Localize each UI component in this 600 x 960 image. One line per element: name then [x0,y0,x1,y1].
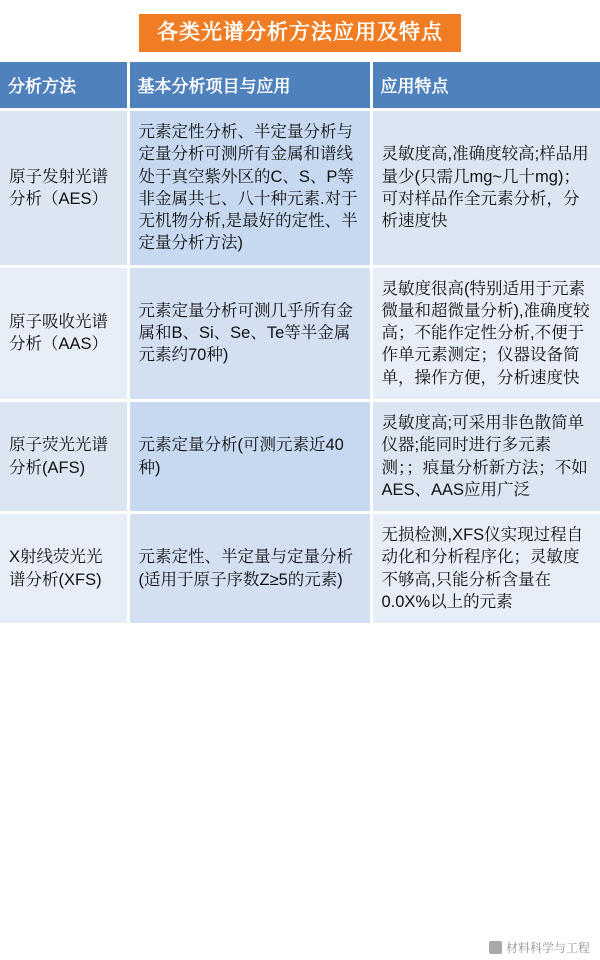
column-header-method: 分析方法 [0,62,128,110]
cell-method: 原子吸收光谱分析（AAS） [0,266,128,400]
column-header-items: 基本分析项目与应用 [128,62,371,110]
wechat-logo-icon [489,941,502,954]
cell-method: 原子发射光谱分析（AES） [0,110,128,267]
cell-items: 元素定性分析、半定量分析与定量分析可测所有金属和谱线处于真空紫外区的C、S、P等非金属共七、八十种元素.对于无机物分析,是最好的定性、半定量分析方法) [128,110,371,267]
cell-items: 元素定量分析可测几乎所有金属和B、Si、Se、Te等半金属元素约70种) [128,266,371,400]
table-row [0,266,600,400]
cell-items: 元素定量分析(可测元素近40种) [128,401,371,513]
cell-features: 灵敏度高,准确度较高;样品用量少(只需几mg~几十mg)；可对样品作全元素分析，分析速度快 [371,110,600,267]
cell-features: 灵敏度高;可采用非色散简单仪器;能同时进行多元素测；；痕量分析新方法；不如AES、AAS应用广泛 [371,401,600,513]
cell-items: 元素定性、半定量与定量分析(适用于原子序数Z≥5的元素) [128,513,371,625]
watermark [489,939,590,956]
table-row [0,401,600,513]
table-row [0,513,600,625]
table-header-row [0,62,600,110]
column-header-features: 应用特点 [371,62,600,110]
cell-method: X射线荧光光谱分析(XFS) [0,513,128,625]
page-title: 各类光谱分析方法应用及特点 [139,14,461,52]
title-container [0,0,600,62]
watermark-label: 材料科学与工程 [505,941,590,955]
cell-method: 原子荧光光谱分析(AFS) [0,401,128,513]
table-row [0,110,600,267]
spectroscopy-methods-table [0,62,600,626]
cell-features: 无损检测,XFS仪实现过程自动化和分析程序化；灵敏度不够高,只能分析含量在0.0X%以上的元素 [371,513,600,625]
cell-features: 灵敏度很高(特别适用于元素微量和超微量分析),准确度较高；不能作定性分析,不便于作单元素测定；仪器设备简单，操作方便，分析速度快 [371,266,600,400]
